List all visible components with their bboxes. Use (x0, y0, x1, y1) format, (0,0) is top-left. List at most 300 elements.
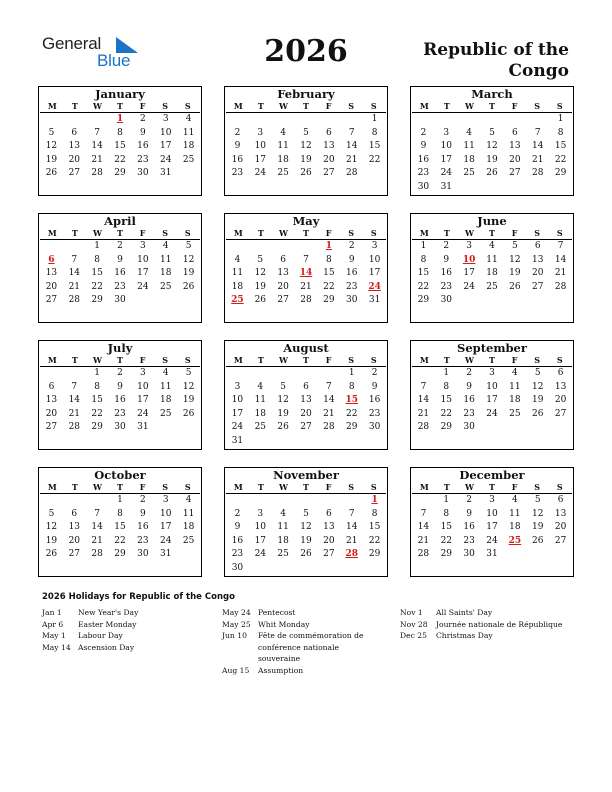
day-cell: 27 (554, 408, 567, 419)
day-cell: 1 (348, 368, 355, 378)
day-cell: 7 (94, 508, 101, 519)
week-row (225, 562, 387, 576)
holiday-day-cell: 25 (231, 295, 244, 306)
day-cell: 19 (45, 535, 58, 546)
month-name: December (459, 468, 525, 482)
country-name-line1: Republic of the (423, 40, 569, 60)
day-cell: 10 (160, 127, 172, 138)
weekday-label: S (184, 482, 191, 492)
weekday-header (40, 228, 200, 240)
holiday-name: Assumption (258, 665, 304, 675)
week-row (39, 113, 201, 127)
day-cell: 8 (117, 508, 123, 519)
day-cell: 7 (326, 381, 332, 392)
day-cell: 13 (554, 381, 567, 392)
month-july (38, 340, 202, 450)
day-cell: 21 (300, 281, 312, 292)
day-cell: 9 (371, 381, 378, 392)
day-cell: 6 (71, 127, 78, 138)
weekday-label: S (556, 101, 563, 111)
week-row (39, 548, 201, 562)
day-cell: 14 (91, 141, 103, 152)
day-cell (63, 113, 86, 127)
week-row (411, 154, 573, 168)
day-cell: 29 (417, 295, 430, 306)
day-cell: 14 (532, 141, 544, 152)
day-cell: 9 (466, 508, 473, 519)
weekday-label: S (556, 228, 563, 238)
day-cell: 26 (182, 408, 195, 419)
day-cell: 16 (368, 395, 381, 406)
day-cell (40, 113, 63, 127)
day-cell: 27 (554, 535, 567, 546)
day-cell: 5 (303, 508, 309, 519)
weekday-label: W (464, 482, 474, 492)
weekday-label: F (139, 482, 146, 492)
day-cell: 26 (532, 408, 544, 419)
day-cell: 20 (45, 281, 58, 292)
day-cell: 13 (45, 268, 58, 279)
day-cell: 25 (160, 281, 172, 292)
weekday-label: W (92, 101, 102, 111)
day-cell: 27 (68, 168, 81, 179)
day-cell (295, 494, 318, 508)
weekday-header (226, 482, 386, 494)
week-row (39, 294, 201, 308)
day-cell (272, 562, 295, 576)
day-cell: 24 (463, 281, 475, 292)
day-cell: 19 (300, 535, 312, 546)
week-row (39, 240, 201, 254)
day-cell: 11 (254, 395, 267, 406)
week-row (39, 127, 201, 141)
weekday-label: F (511, 228, 518, 238)
day-cell: 28 (91, 549, 103, 560)
day-cell: 8 (371, 127, 378, 138)
day-cell: 12 (532, 381, 544, 392)
day-cell: 8 (420, 254, 427, 265)
day-cell: 12 (486, 141, 498, 152)
day-cell: 7 (303, 254, 309, 265)
weekday-label: T (117, 228, 123, 238)
weekday-label: T (257, 482, 264, 492)
day-cell (317, 494, 340, 508)
holiday-day-cell: 25 (508, 535, 522, 546)
day-cell: 23 (114, 408, 126, 419)
day-cell: 22 (440, 408, 453, 419)
day-cell: 22 (346, 408, 358, 419)
day-cell (503, 294, 526, 308)
day-cell (526, 181, 549, 195)
holiday-date: May 24 (222, 608, 251, 617)
weekday-label: S (162, 355, 169, 365)
holiday-day-cell: 6 (48, 254, 55, 265)
day-cell: 30 (463, 549, 475, 560)
weekday-label: T (443, 355, 450, 365)
week-row (39, 494, 201, 508)
weekday-label: T (117, 101, 123, 111)
day-cell (412, 113, 435, 127)
day-cell (63, 494, 86, 508)
holiday-name: Journée nationale de République (436, 619, 563, 629)
day-cell (340, 435, 363, 449)
day-cell: 29 (554, 168, 567, 179)
weekday-label: W (278, 482, 288, 492)
day-cell: 13 (300, 395, 312, 406)
week-row (411, 113, 573, 127)
day-cell: 6 (557, 368, 564, 378)
month-january (38, 86, 202, 196)
day-cell: 8 (94, 381, 101, 392)
day-cell: 29 (114, 549, 126, 560)
holiday-day-cell: 28 (345, 549, 358, 560)
day-cell: 21 (68, 408, 81, 419)
day-cell: 28 (68, 295, 81, 306)
weekday-label: F (511, 482, 518, 492)
month-name: September (457, 341, 527, 355)
day-cell: 16 (463, 395, 475, 406)
day-cell: 4 (234, 254, 241, 265)
month-name: October (94, 468, 146, 482)
logo-text-blue: Blue (97, 51, 131, 70)
day-cell: 28 (300, 295, 312, 306)
weekday-label: M (419, 482, 429, 492)
week-row (411, 181, 573, 195)
week-row (39, 381, 201, 395)
day-cell: 18 (486, 268, 498, 279)
day-cell: 9 (420, 141, 427, 152)
day-cell: 11 (182, 508, 195, 519)
day-cell: 20 (68, 154, 81, 165)
weekday-label: W (92, 482, 102, 492)
day-cell: 19 (182, 268, 195, 279)
day-cell: 31 (368, 295, 381, 306)
day-cell: 16 (114, 268, 126, 279)
weekday-label: F (139, 101, 146, 111)
day-cell: 24 (440, 168, 453, 179)
month-name: May (292, 214, 320, 228)
day-cell: 30 (417, 181, 430, 192)
weekday-header (412, 355, 572, 367)
day-cell: 21 (323, 408, 335, 419)
day-cell: 4 (280, 508, 287, 519)
day-cell: 15 (114, 141, 126, 152)
month-name: November (273, 468, 339, 482)
day-cell: 20 (300, 408, 312, 419)
holiday-name: Whit Monday (258, 619, 310, 629)
day-cell: 12 (182, 381, 195, 392)
weekday-label: T (303, 482, 309, 492)
day-cell: 5 (185, 368, 192, 378)
day-cell: 5 (185, 241, 192, 251)
day-cell: 23 (463, 535, 475, 546)
day-cell: 6 (71, 508, 78, 519)
day-cell: 22 (91, 408, 103, 419)
day-cell: 7 (348, 508, 355, 519)
day-cell: 7 (420, 508, 427, 519)
day-cell: 12 (532, 508, 544, 519)
day-cell: 10 (486, 381, 498, 392)
day-cell: 26 (486, 168, 498, 179)
day-cell: 30 (137, 168, 149, 179)
day-cell: 19 (300, 154, 312, 165)
day-cell: 24 (137, 408, 149, 419)
day-cell (272, 113, 295, 127)
day-cell: 17 (160, 141, 172, 152)
day-cell: 17 (137, 268, 149, 279)
day-cell (154, 421, 177, 435)
day-cell: 17 (254, 535, 267, 546)
day-cell: 8 (117, 127, 123, 138)
holiday-day-cell: 10 (462, 254, 476, 265)
day-cell: 14 (91, 522, 103, 533)
day-cell (526, 421, 549, 435)
day-cell: 4 (162, 241, 169, 251)
day-cell (526, 294, 549, 308)
day-cell: 27 (300, 422, 312, 433)
holiday-entry (42, 642, 192, 654)
day-cell: 25 (277, 168, 289, 179)
day-cell: 1 (117, 495, 123, 505)
holiday-day-cell: 24 (368, 281, 381, 292)
day-cell: 3 (162, 495, 169, 505)
day-cell: 4 (512, 368, 518, 378)
week-row (411, 535, 573, 549)
holiday-entry (400, 619, 580, 631)
month-name: July (107, 341, 133, 355)
week-row (39, 508, 201, 522)
week-row (225, 408, 387, 422)
weekday-label: W (92, 355, 102, 365)
day-cell: 9 (234, 141, 241, 152)
day-cell: 7 (420, 381, 427, 392)
day-cell: 6 (512, 127, 518, 138)
holiday-entry (42, 619, 192, 631)
week-row (225, 140, 387, 154)
day-cell: 11 (509, 508, 521, 519)
day-cell: 13 (68, 522, 81, 533)
day-cell: 16 (346, 268, 358, 279)
weekday-label: S (556, 482, 563, 492)
day-cell: 4 (512, 495, 518, 505)
day-cell: 3 (489, 368, 495, 378)
day-cell: 4 (466, 127, 473, 138)
week-row (411, 367, 573, 381)
day-cell: 13 (554, 508, 567, 519)
week-row (225, 381, 387, 395)
weekday-label: W (92, 228, 102, 238)
day-cell: 6 (534, 241, 541, 251)
day-cell (481, 294, 504, 308)
day-cell: 12 (300, 522, 312, 533)
day-cell: 15 (91, 268, 103, 279)
calendar-year: 2026 (264, 34, 348, 69)
week-row (39, 154, 201, 168)
month-march (410, 86, 574, 196)
day-cell: 21 (91, 154, 103, 165)
weekday-label: F (511, 355, 518, 365)
day-cell: 22 (114, 535, 126, 546)
weekday-header (40, 355, 200, 367)
week-row (39, 140, 201, 154)
day-cell: 22 (368, 154, 381, 165)
day-cell: 17 (440, 154, 453, 165)
day-cell: 6 (326, 508, 332, 519)
holiday-date: Apr 6 (42, 619, 64, 629)
week-row (225, 435, 387, 449)
day-cell: 15 (440, 522, 453, 533)
day-cell: 27 (532, 281, 544, 292)
weekday-label: F (139, 355, 146, 365)
day-cell: 20 (277, 281, 289, 292)
day-cell: 10 (368, 254, 381, 265)
day-cell: 12 (277, 395, 289, 406)
day-cell: 26 (277, 422, 289, 433)
day-cell: 25 (509, 408, 521, 419)
day-cell: 21 (417, 408, 430, 419)
weekday-label: F (511, 101, 518, 111)
day-cell: 22 (440, 535, 453, 546)
day-cell (177, 167, 200, 181)
day-cell: 20 (68, 535, 81, 546)
day-cell: 7 (557, 241, 564, 251)
day-cell: 2 (234, 508, 241, 519)
weekday-label: T (257, 355, 264, 365)
week-row (411, 508, 573, 522)
day-cell: 18 (160, 395, 172, 406)
day-cell: 23 (440, 281, 453, 292)
weekday-label: M (47, 228, 57, 238)
weekday-label: T (303, 228, 309, 238)
day-cell: 27 (323, 549, 335, 560)
day-cell: 31 (440, 181, 453, 192)
day-cell: 2 (371, 368, 378, 378)
day-cell: 3 (466, 241, 473, 251)
day-cell (481, 181, 504, 195)
weekday-label: S (534, 355, 541, 365)
week-row (225, 113, 387, 127)
day-cell: 4 (257, 381, 264, 392)
day-cell: 24 (231, 422, 244, 433)
weekday-header (412, 101, 572, 113)
day-cell: 22 (554, 154, 567, 165)
week-row (225, 367, 387, 381)
month-name: March (471, 87, 513, 101)
day-cell (177, 294, 200, 308)
weekday-label: S (348, 482, 355, 492)
day-cell: 8 (348, 381, 355, 392)
day-cell (526, 548, 549, 562)
holiday-entry (222, 607, 372, 619)
weekday-label: T (71, 101, 78, 111)
day-cell: 30 (231, 562, 244, 573)
week-row (39, 167, 201, 181)
holiday-entry (400, 630, 580, 642)
week-row (39, 521, 201, 535)
week-row (411, 267, 573, 281)
week-row (39, 394, 201, 408)
holiday-day-cell: 15 (345, 395, 358, 406)
day-cell: 19 (509, 268, 521, 279)
weekday-label: W (278, 228, 288, 238)
month-name: June (477, 214, 507, 228)
day-cell: 8 (443, 381, 450, 392)
day-cell (549, 421, 572, 435)
day-cell (226, 113, 249, 127)
day-cell: 15 (368, 141, 381, 152)
week-row (225, 548, 387, 562)
weekday-label: T (117, 482, 123, 492)
day-cell: 27 (323, 168, 335, 179)
day-cell: 21 (346, 535, 358, 546)
day-cell: 18 (182, 141, 195, 152)
day-cell: 25 (182, 535, 195, 546)
holiday-date: Nov 1 (400, 608, 423, 617)
day-cell (86, 113, 109, 127)
day-cell: 8 (443, 508, 450, 519)
weekday-label: T (303, 101, 309, 111)
day-cell: 3 (371, 241, 378, 251)
month-name: January (95, 87, 145, 101)
day-cell: 30 (346, 295, 358, 306)
day-cell: 3 (140, 368, 146, 378)
weekday-label: S (534, 228, 541, 238)
day-cell: 1 (94, 241, 101, 251)
day-cell: 2 (420, 127, 427, 138)
week-row (411, 421, 573, 435)
day-cell: 20 (554, 522, 567, 533)
week-row (225, 267, 387, 281)
day-cell (40, 367, 63, 381)
week-row (411, 381, 573, 395)
week-row (225, 494, 387, 508)
day-cell: 10 (440, 141, 453, 152)
day-cell: 30 (463, 422, 475, 433)
week-row (411, 494, 573, 508)
day-cell: 9 (466, 381, 473, 392)
day-cell: 23 (137, 154, 149, 165)
week-row (411, 281, 573, 295)
day-cell (295, 113, 318, 127)
day-cell (249, 113, 272, 127)
day-cell: 26 (300, 549, 312, 560)
day-cell (363, 562, 386, 576)
day-cell: 5 (280, 381, 287, 392)
day-cell (340, 494, 363, 508)
day-cell: 11 (277, 141, 289, 152)
day-cell: 21 (532, 154, 544, 165)
weekday-label: M (47, 482, 57, 492)
day-cell: 22 (114, 154, 126, 165)
weekday-label: T (443, 101, 450, 111)
weekday-label: F (139, 228, 146, 238)
day-cell: 17 (463, 268, 475, 279)
holiday-name: Easter Monday (78, 619, 137, 629)
day-cell: 15 (440, 395, 453, 406)
weekday-label: T (443, 228, 450, 238)
day-cell (526, 113, 549, 127)
day-cell (40, 240, 63, 254)
holiday-column (42, 607, 192, 653)
day-cell (549, 294, 572, 308)
day-cell: 31 (160, 549, 172, 560)
day-cell: 19 (486, 154, 498, 165)
country-name-line2: Congo (508, 61, 569, 81)
day-cell: 12 (254, 268, 267, 279)
day-cell (458, 113, 481, 127)
day-cell: 5 (534, 368, 541, 378)
weekday-label: T (71, 482, 78, 492)
